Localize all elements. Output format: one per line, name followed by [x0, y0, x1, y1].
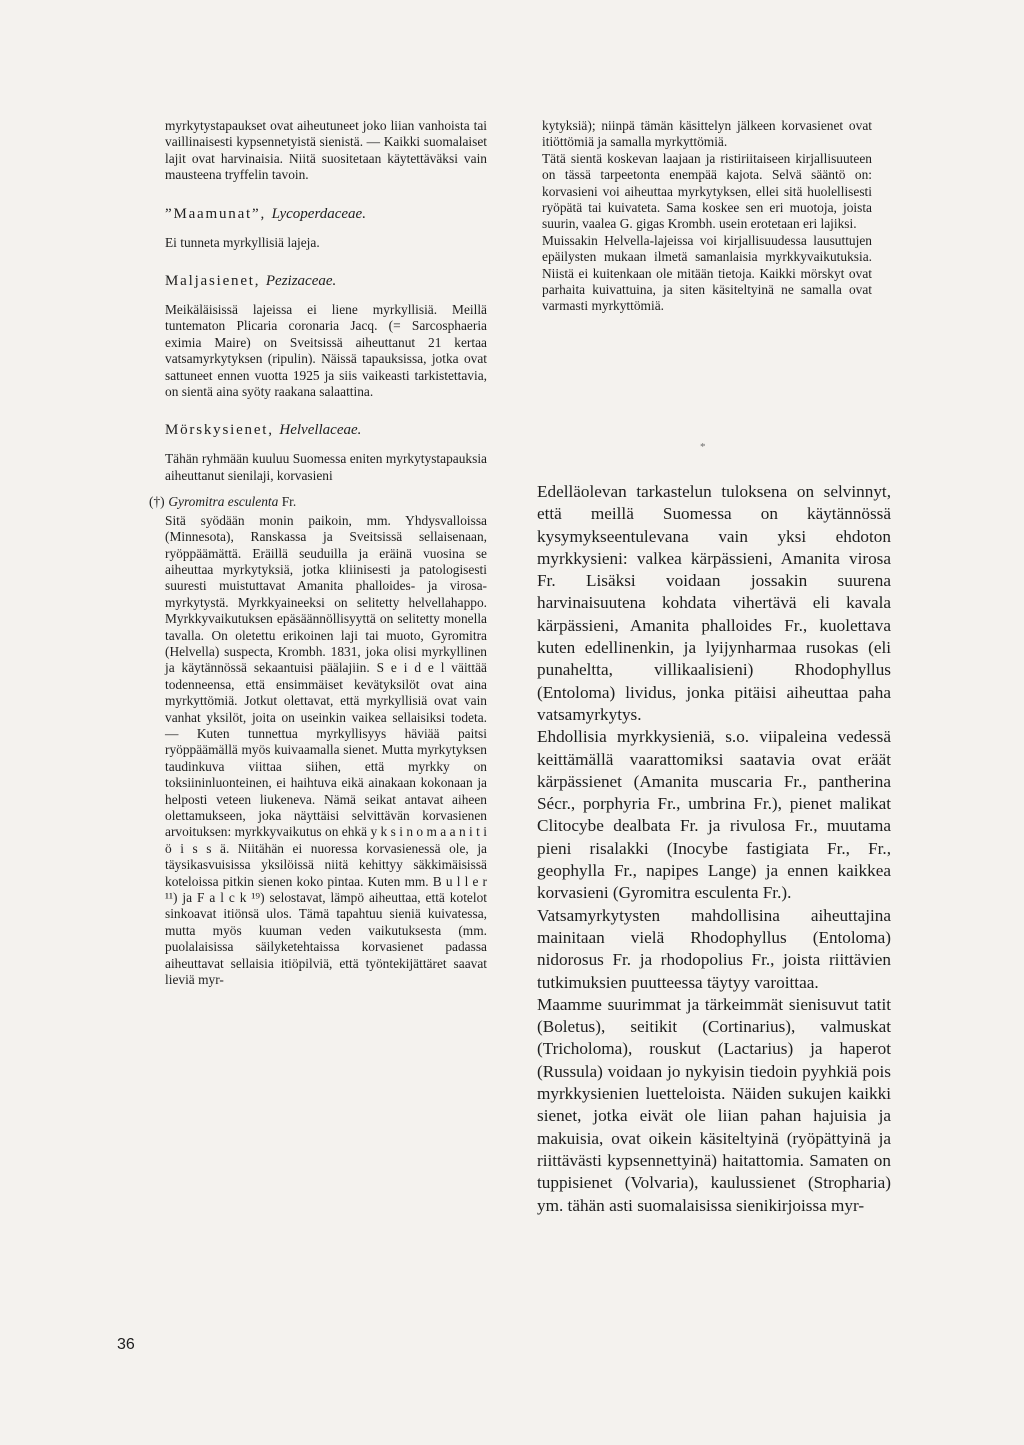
poison-mark: (†) [149, 494, 165, 510]
species-entry [149, 494, 487, 510]
intro-paragraph: myrkytystapaukset ovat aiheutuneet joko liian vanhoista tai vaillinaisesti kypsennetyistä sienistä. — Kaikki suomalaiset lajit ovat harvinaisia. Niitä suositetaan käytettäväksi vain mausteena tryffelin tavoin. [165, 118, 487, 183]
summary-paragraph: Vatsamyrkytysten mahdollisina aiheuttajina mainitaan vielä Rhodophyllus (Entoloma) nidorosus Fr. ja rhodopolius Fr., joista riittävien tutkimuksien puutteessa täytyy varoittaa. [537, 905, 891, 992]
right-column-top [542, 118, 872, 315]
species-name: Gyromitra esculenta [168, 494, 279, 510]
section-separator: * [700, 441, 706, 453]
section-heading-morskysienet [165, 422, 487, 439]
left-column [149, 118, 487, 988]
summary-paragraph: Ehdollisia myrkkysieniä, s.o. viipaleina vedessä keittämällä vaarattomiksi saatavia ovat eräät kärpässienet (Amanita muscaria Fr., pantherina Sécr., porphyria Fr., umbrina Fr.), pienet malikat Clitocybe dealbata Fr. ja rivulosa Fr., muutama pieni risalakki (Inocybe fastigiata Fr., Fr., geophylla Fr., napipes Lange) ja ennen kaikkea korvasieni (Gyromitra esculenta Fr.). [537, 727, 891, 903]
section-heading-latin: Pezizaceae. [265, 273, 337, 290]
paragraph: Tätä sientä koskevan laajaan ja ristiriitaiseen kirjallisuuteen on tässä tarpeetonta enempää kajota. Selvä sääntö on: korvasieni voi aiheuttaa myrkytyksen, ellei sitä huolellisesti ryöpätä tai kuivateta. Sama koskee sen eri muotoja, joista suurin, vaalea G. gigas Krombh. usein erotetaan eri lajiksi. [542, 150, 872, 232]
section-text-morskysienet: Tähän ryhmään kuuluu Suomessa eniten myrkytystapauksia aiheuttanut sienilaji, korvasieni [165, 451, 487, 483]
continued-paragraph: kytyksiä); niinpä tämän käsittelyn jälkeen korvasienet ovat itiöttömiä ja samalla myrkyttömiä. [542, 118, 872, 150]
section-text-maljasienet: Meikäläisissä lajeissa ei liene myrkyllisiä. Meillä tuntematon Plicaria coronaria Jacq. (= Sarcosphaeria eximia Maire) on Sveitsissä aiheuttanut 21 kertaa vatsamyrkytyksen (ripulin). Näissä tapauksissa, jotka ovat sattuneet ennen vuotta 1925 ja siis vaikeasti tarkistettavia, on sientä aina syöty raakana salaattina. [165, 302, 487, 400]
species-author: Fr. [281, 494, 297, 510]
section-heading-latin: Lycoperdaceae. [271, 205, 366, 222]
right-column-bottom [537, 481, 891, 1217]
paragraph: Muissakin Helvella-lajeissa voi kirjallisuudessa lausuttujen epäilysten mukaan ilmetä samanlaisia myrkkyvaikutuksia. Niistä ei kuitenkaan ole mitään tietoja. Kaikki mörskyt ovat parhaita kuivattuina, ja siten käsiteltyinä ne samalla ovat varmasti myrkyttömiä. [542, 232, 872, 314]
section-heading-maamunat [165, 206, 487, 223]
section-heading-text: Mörskysienet, [165, 422, 274, 439]
section-text-maamunat: Ei tunneta myrkyllisiä lajeja. [165, 234, 320, 250]
page-number: 36 [117, 1336, 135, 1353]
section-heading-text: ”Maamunat”, [165, 205, 267, 222]
summary-paragraph: Edelläolevan tarkastelun tuloksena on selvinnyt, että meillä Suomessa on käytännössä kysymykseentulevana vain yksi ehdoton myrkkysieni: valkea kärpässieni, Amanita virosa Fr. Lisäksi voidaan jossakin suurena harvinaisuutena kohdata vihertävä eli kavala kärpässieni, Amanita phalloides Fr., kuolettava kuten edellinenkin, ja lyijynharmaa rusokas (eli punaheltta, villikaalisieni) Rhodophyllus (Entoloma) lividus, jonka pitäisi aiheuttaa paha vatsamyrkytys. [537, 482, 891, 724]
species-description: Sitä syödään monin paikoin, mm. Yhdysvalloissa (Minnesota), Ranskassa ja Sveitsissä sellaisenaan, ryöppäämättä. Eräillä seuduilla ja eräinä vuosina se aiheuttaa myrkytyksiä, jotka kliinisesti ja patologisesti suuresti muistuttavat Amanita phalloides- ja virosa-myrkytystä. Myrkkyaineeksi on selitetty helvellahappo. Myrkkyvaikutuksen epäsäännöllisyyttä on selitetty monella tavalla. On oletettu erikoinen laji tai muoto, Gyromitra (Helvella) suspecta, Krombh. 1831, joka olisi myrkyllinen ja käytännössä sekaantuisi päälajiin. S e i d e l väittää todenneensa, että ensimmäiset kevätyksilöt ovat aina myrkyttömiä. Jotkut olettavat, että myrkyllisiä ovat vain vanhat yksilöt, joita on useinkin vaikea sellaisiksi todeta. — Kuten tunnettua myrkyllisyys häviää paitsi ryöppäämällä myös kuivaamalla sienet. Mutta myrkytyksen taudinkuva viittaa siihen, että myrkky on toksiininluonteinen, ei haihtuva eikä ainakaan kokonaan ja helposti veteen liukeneva. Nämä seikat antavat aiheen olettamukseen, joka näyttäisi selvittävän korvasienen arvoituksen: myrkkyvaikutus on ehkä y k s i n o m a a n i t i ö i s s ä. Niitähän ei nuoressa korvasienessä ole, ja täysikasvuisissa yksilöissä niitä kehittyy säkkimäisissä koteloissa pitkin sienen koko pintaa. Kuten mm. B u l l e r ¹¹) ja F a l c k ¹⁹) selostavat, lämpö aiheuttaa, että kotelot sinkoavat itiönsä ulos. Tämä tapahtuu sieniä kuivatessa, mutta myös kuuman veden vaikutuksesta (mm. puolalaisissa säilyketehtaissa korvasienet padassa aiheuttavat sellaisia itiöpilviä, että työntekijättäret saavat lieviä myr- [165, 512, 487, 988]
section-heading-latin: Helvellaceae. [279, 422, 362, 439]
section-heading-text: Maljasienet, [165, 273, 261, 290]
summary-paragraph: Maamme suurimmat ja tärkeimmät sienisuvut tatit (Boletus), seitikit (Cortinarius), valmuskat (Tricholoma), rouskut (Lactarius) ja haperot (Russula) voidaan jo nykyisin tiedoin pyyhkiä pois myrkkysienien luetteloista. Näiden sukujen kaikki sienet, jotka eivät ole liian pahan hajuisia ja makuisia, ovat oikein käsiteltyinä (ryöpättyinä ja riittävästi kypsennettyinä) haitattomia. Samaten on tuppisienet (Volvaria), kaulussienet (Stropharia) ym. tähän asti suomalaisissa sienikirjoissa myr- [537, 994, 891, 1215]
section-heading-maljasienet [165, 273, 487, 290]
